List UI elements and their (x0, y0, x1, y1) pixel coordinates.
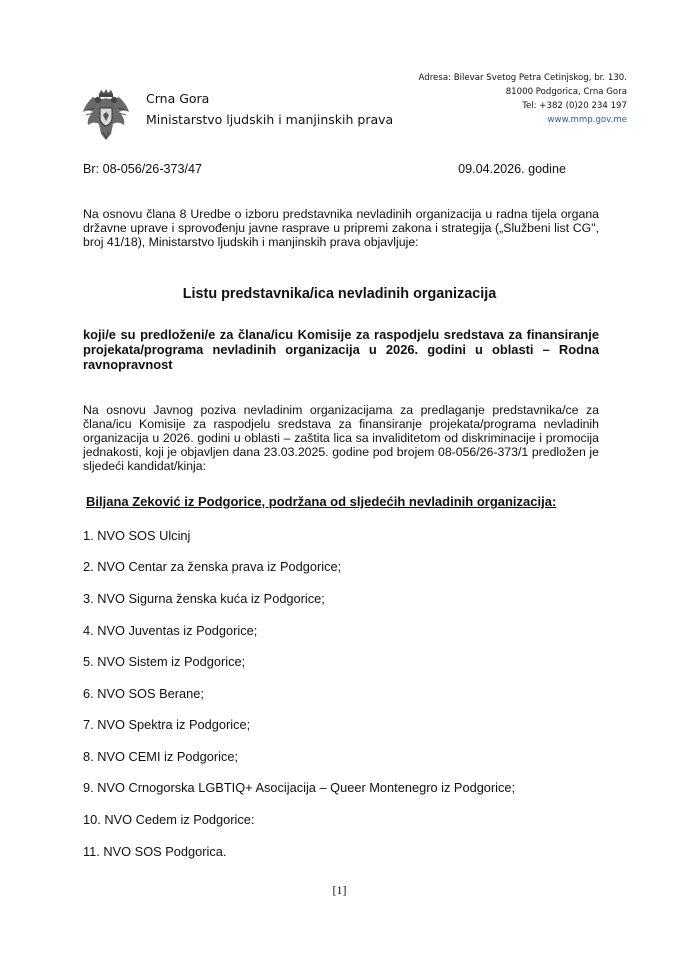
list-item: 11. NVO SOS Podgorica. (83, 844, 227, 859)
document-subtitle: koji/e su predloženi/e za člana/icu Komisije za raspodjelu sredstava za finansiranje projekata/programa nevladinih organizacija u 2026. godini u oblasti – Rodna ravnopravnost (83, 327, 599, 372)
body-paragraph: Na osnovu Javnog poziva nevladinim organizacijama za predlaganje predstavnika/ce za člana/icu Komisije za raspodjelu sredstava za finansiranje projekata/programa nevladinih organizacija u 2026. godini u oblasti – zaštita lica sa invaliditetom od diskriminacije i promocija jednakosti, koji je objavljen dana 23.03.2025. godine pod brojem 08-056/26-373/1 predložen je sljedeći kandidat/kinja: (83, 403, 599, 473)
list-item: 2. NVO Centar za ženska prava iz Podgorice; (83, 559, 342, 574)
document-title: Listu predstavnika/ica nevladinih organizacija (182, 286, 497, 302)
list-item: 9. NVO Crnogorska LGBTIQ+ Asocijacija – Queer Montenegro iz Podgorice; (83, 780, 516, 795)
montenegro-coat-of-arms-icon (79, 88, 133, 142)
intro-paragraph: Na osnovu člana 8 Uredbe o izboru predstavnika nevladinih organizacija u radna tijela organa državne uprave i sprovođenju javne rasprave u pripremi zakona i strategija („Službeni list CG", broj 41/18), Ministarstvo ljudskih i manjinskih prava objavljuje: (83, 207, 599, 249)
country-name: Crna Gora (146, 91, 210, 106)
address-line: 81000 Podgorica, Crna Gora (505, 87, 627, 97)
website-link[interactable]: www.mmp.gov.me (547, 115, 627, 125)
list-item: 5. NVO Sistem iz Podgorice; (83, 654, 246, 669)
address-block (327, 71, 627, 127)
list-item: 7. NVO Spektra iz Podgorice; (83, 717, 251, 732)
list-item: 8. NVO CEMI iz Podgorice; (83, 749, 239, 764)
list-item: 1. NVO SOS Ulcinj (83, 528, 191, 543)
list-item: 10. NVO Cedem iz Podgorice: (83, 812, 255, 827)
list-item: 6. NVO SOS Berane; (83, 686, 204, 701)
list-item: 3. NVO Sigurna ženska kuća iz Podgorice; (83, 591, 325, 606)
address-line: Adresa: Bilevar Svetog Petra Cetinjskog, br. 130. (418, 73, 627, 83)
reference-number: Br: 08-056/26-373/47 (83, 162, 203, 176)
candidate-heading: Biljana Zeković iz Podgorice, podržana od sljedećih nevladinih organizacija: (86, 494, 557, 509)
phone-line: Tel: +382 (0)20 234 197 (522, 101, 627, 111)
ministry-name: Ministarstvo ljudskih i manjinskih prava (146, 112, 394, 127)
list-item: 4. NVO Juventas iz Podgorice; (83, 623, 258, 638)
document-date: 09.04.2026. godine (458, 162, 566, 176)
page-number: [1] (332, 883, 347, 897)
